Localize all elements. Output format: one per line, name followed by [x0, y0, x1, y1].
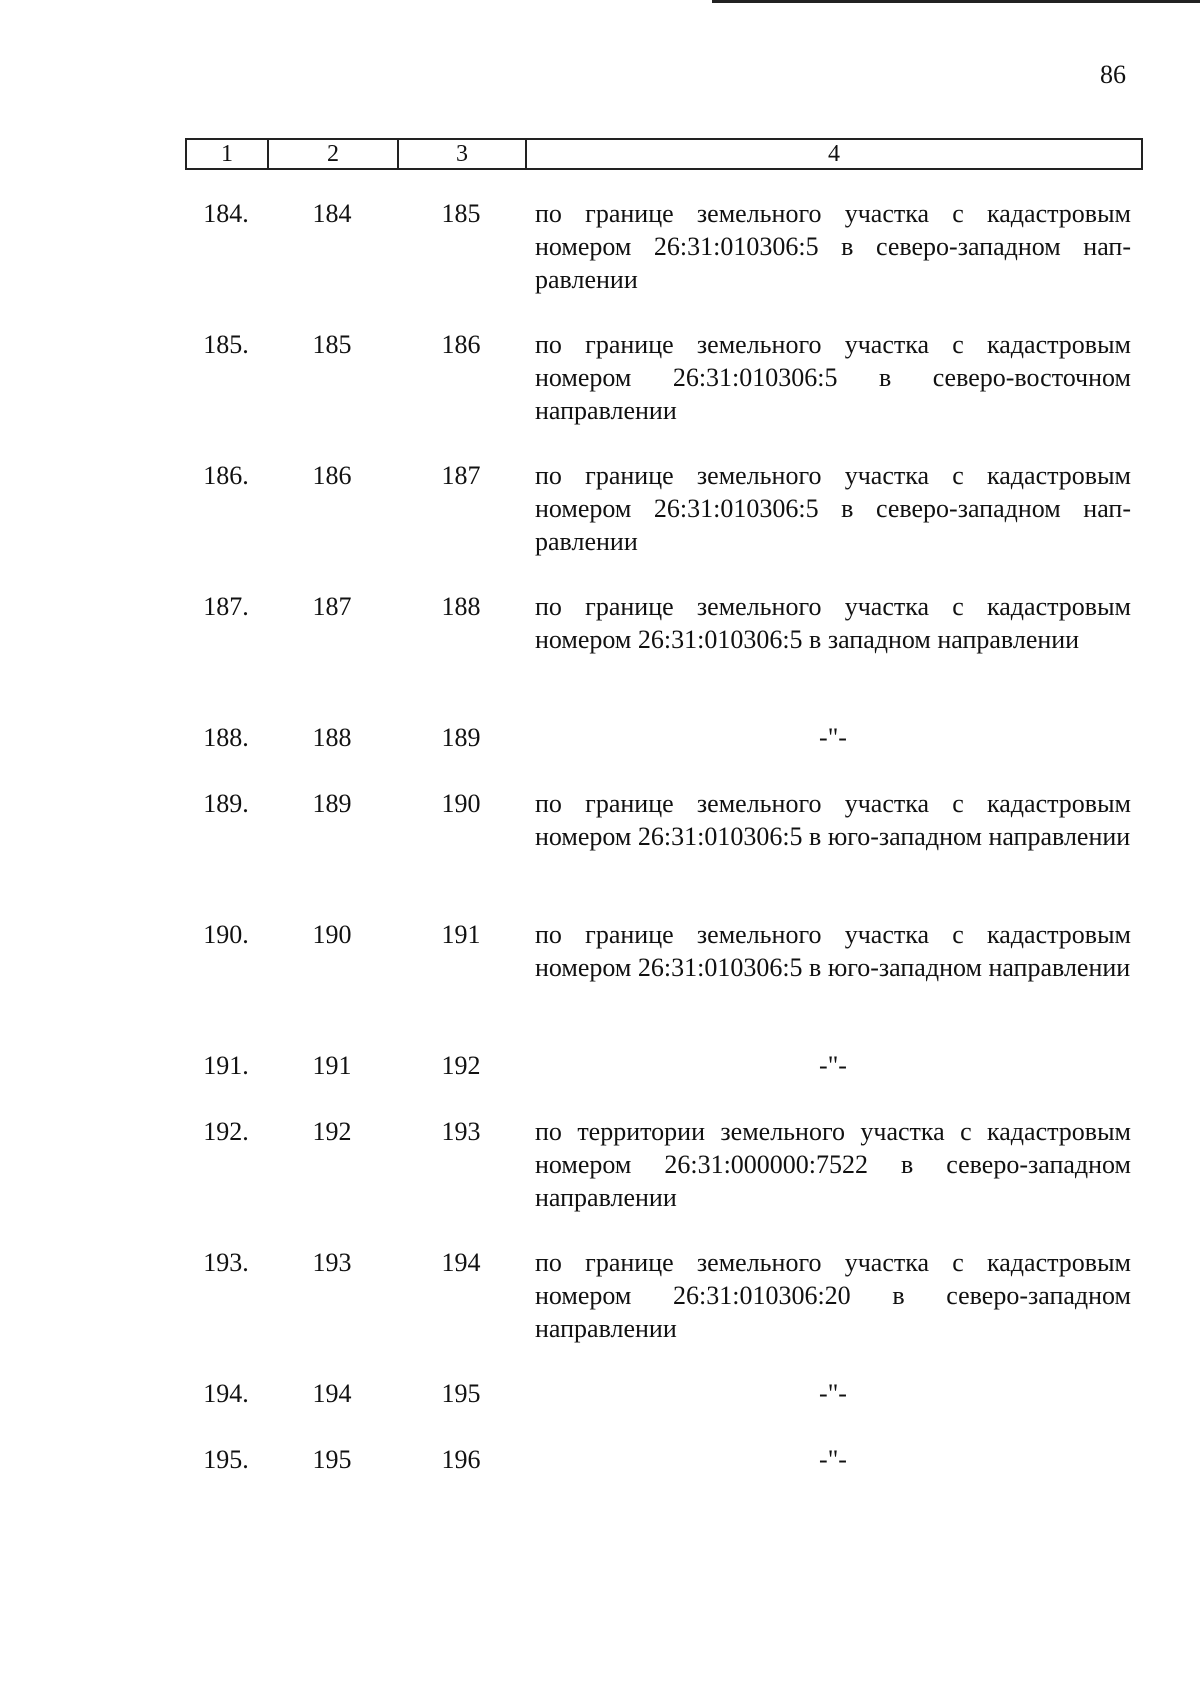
- row-number: 195.: [203, 1445, 249, 1474]
- point-from: 192: [312, 1117, 352, 1146]
- description-ditto: -"-: [819, 1051, 847, 1080]
- row-number: 191.: [203, 1051, 249, 1080]
- table-row: [185, 1443, 1143, 1509]
- header-col-4: 4: [828, 141, 840, 167]
- row-number: 184.: [203, 199, 249, 228]
- table-row: [185, 1246, 1143, 1377]
- point-to: 186: [441, 330, 481, 359]
- table-row: [185, 1049, 1143, 1115]
- point-to: 190: [441, 789, 481, 818]
- table-header: [185, 138, 1143, 170]
- description: по границе земельного участка с кадастровым номером 26:31:010306:5 в северо-восточном направлении: [535, 330, 1131, 425]
- point-from: 191: [312, 1051, 352, 1080]
- description: по границе земельного участка с кадастровым номером 26:31:010306:5 в юго-западном направлении: [535, 920, 1131, 982]
- row-number: 187.: [203, 592, 249, 621]
- point-to: 192: [441, 1051, 481, 1080]
- point-from: 188: [312, 723, 352, 752]
- point-to: 187: [441, 461, 481, 490]
- description: по границе земельного участка с кадастровым номером 26:31:010306:20 в северо-западном направлении: [535, 1248, 1131, 1343]
- point-to: 189: [441, 723, 481, 752]
- point-from: 193: [312, 1248, 352, 1277]
- description-ditto: -"-: [819, 723, 847, 752]
- description-ditto: -"-: [819, 1379, 847, 1408]
- table-row: [185, 1115, 1143, 1246]
- row-number: 186.: [203, 461, 249, 490]
- description: по границе земельного участка с кадастровым номером 26:31:010306:5 в северо-западном направлении: [535, 461, 1131, 556]
- point-to: 194: [441, 1248, 481, 1277]
- row-number: 185.: [203, 330, 249, 359]
- header-col-1: 1: [187, 140, 269, 168]
- table-row: [185, 918, 1143, 1049]
- description: по границе земельного участка с кадастровым номером 26:31:010306:5 в северо-западном направлении: [535, 199, 1131, 294]
- description: по границе земельного участка с кадастровым номером 26:31:010306:5 в западном направлении: [535, 592, 1131, 654]
- table-row: [185, 721, 1143, 787]
- point-from: 195: [312, 1445, 352, 1474]
- point-to: 193: [441, 1117, 481, 1146]
- page-number: 86: [1100, 60, 1126, 89]
- point-to: 195: [441, 1379, 481, 1408]
- point-from: 189: [312, 789, 352, 818]
- row-number: 193.: [203, 1248, 249, 1277]
- table-row: [185, 1377, 1143, 1443]
- top-rule: [712, 0, 1200, 3]
- point-from: 184: [312, 199, 352, 228]
- point-from: 187: [312, 592, 352, 621]
- table-body: [185, 197, 1143, 1509]
- point-to: 196: [441, 1445, 481, 1474]
- row-number: 188.: [203, 723, 249, 752]
- point-from: 185: [312, 330, 352, 359]
- point-from: 190: [312, 920, 352, 949]
- header-col-3: 3: [399, 140, 527, 168]
- table-row: [185, 197, 1143, 328]
- point-from: 186: [312, 461, 352, 490]
- row-number: 190.: [203, 920, 249, 949]
- row-number: 194.: [203, 1379, 249, 1408]
- table-row: [185, 328, 1143, 459]
- point-to: 191: [441, 920, 481, 949]
- row-number: 189.: [203, 789, 249, 818]
- header-col-2: 2: [269, 140, 399, 168]
- point-to: 185: [441, 199, 481, 228]
- table-row: [185, 590, 1143, 721]
- table-row: [185, 459, 1143, 590]
- description: по границе земельного участка с кадастровым номером 26:31:010306:5 в юго-западном направлении: [535, 789, 1131, 851]
- description: по территории земельного участка с кадастровым номером 26:31:000000:7522 в северо-западном направлении: [535, 1117, 1131, 1212]
- table-row: [185, 787, 1143, 918]
- point-to: 188: [441, 592, 481, 621]
- point-from: 194: [312, 1379, 352, 1408]
- row-number: 192.: [203, 1117, 249, 1146]
- description-ditto: -"-: [819, 1445, 847, 1474]
